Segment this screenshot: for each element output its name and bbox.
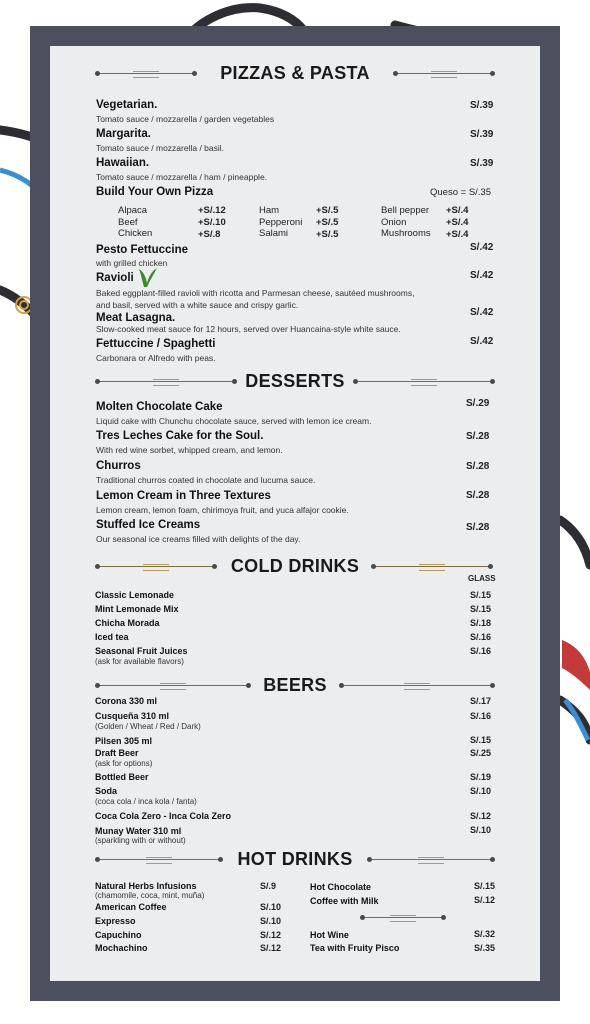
item-price: S/.42 [470,336,494,347]
item-description: with grilled chicken [96,258,168,268]
drink-price: S/.35 [474,943,496,953]
item-description: Tomato sauce / mozzarella / basil. [96,143,225,153]
vegetarian-leaf-icon [138,266,158,288]
item-description: Tomato sauce / mozzarella / ham / pineapple. [96,172,268,182]
drink-price: S/.15 [470,604,492,614]
drink-name: Soda [95,786,118,796]
item-price: S/.29 [466,398,490,409]
item-description: and basil, served with a white sauce and crispy garlic. [96,300,299,310]
drink-name: Bottled Beer [95,772,149,782]
topping-price: +S/.5 [316,217,339,228]
drink-name: Chicha Morada [95,618,160,628]
topping-price: +S/.8 [198,229,221,240]
item-description: With red wine sorbet, whipped cream, and lemon. [96,445,283,455]
drink-name: Hot Wine [310,930,349,940]
topping-name: Ham [259,205,280,216]
drink-price: S/.16 [470,632,492,642]
section-title-cold-drinks: COLD DRINKS [230,556,360,576]
item-description: Traditional churros coated in chocolate and lucuma sauce. [96,475,316,485]
item-price: S/.39 [470,158,494,169]
drink-price: S/.12 [260,930,282,940]
drink-price: S/.10 [470,786,492,796]
topping-price: +S/.12 [198,205,226,216]
drink-name: Mint Lemonade Mix [95,604,179,614]
section-divider [370,859,492,860]
drink-price: S/.15 [474,881,496,891]
drink-price: S/.10 [470,825,492,835]
drink-note: (chamomile, coca, mint, muña) [95,891,205,900]
item-description: Baked eggplant-filled ravioli with ricotta and Parmesan cheese, sautéed mushrooms, [96,288,415,298]
drink-price: S/.12 [470,811,492,821]
topping-name: Pepperoni [259,217,303,228]
drink-name: Classic Lemonade [95,590,175,600]
item-name: Molten Chocolate Cake [96,401,223,413]
item-price: S/.42 [470,270,494,281]
topping-name: Chicken [118,228,153,239]
item-price: S/.42 [470,307,494,318]
drink-name: Capuchino [95,930,142,940]
drink-price: S/.19 [470,772,492,782]
item-description: Slow-cooked meat sauce for 12 hours, served over Huancaina-style white sauce. [96,324,401,334]
drink-name: Expresso [95,916,136,926]
topping-name: Alpaca [118,205,148,216]
glass-column-label: GLASS [468,574,496,583]
section-title-pizzas: PIZZAS & PASTA [220,63,370,83]
drink-price: S/.10 [260,902,282,912]
topping-price: +S/.4 [446,205,469,216]
drink-price: S/.16 [470,711,492,721]
drink-price: S/.12 [260,943,282,953]
drink-name: Natural Herbs Infusions [95,881,197,891]
section-divider [342,685,492,686]
item-name: Margarita. [96,128,151,140]
drink-name: American Coffee [95,902,167,912]
section-title-hot-drinks: HOT DRINKS [237,849,353,869]
item-description: Carbonara or Alfredo with peas. [96,353,216,363]
section-divider [374,566,490,567]
item-name: Fettuccine / Spaghetti [96,338,216,350]
item-name: Pesto Fettuccine [96,244,189,256]
item-description: Lemon cream, lemon foam, chirimoya fruit, and yuca alfajor cookie. [96,505,349,515]
byo-base-price: Queso = S/.35 [430,187,491,198]
drink-price: S/.17 [470,696,492,706]
item-description: Liquid cake with Chunchu chocolate sauce, served with lemon ice cream. [96,416,372,426]
drink-price: S/.12 [474,895,496,905]
topping-name: Onion [381,217,407,228]
drink-name: Tea with Fruity Pisco [310,943,400,953]
drink-price: S/.10 [260,916,282,926]
topping-name: Mushrooms [381,228,431,239]
item-price: S/.28 [466,522,490,533]
drink-note: (sparkling with or without) [95,836,186,845]
section-divider [396,73,492,74]
item-price: S/.28 [466,490,490,501]
item-price: S/.39 [470,100,494,111]
hot-drinks-divider [363,917,443,918]
drink-price: S/.9 [260,881,277,891]
drink-name: Mochachino [95,943,148,953]
drink-name: Munay Water 310 ml [95,826,182,836]
drink-price: S/.32 [474,929,496,939]
item-price: S/.39 [470,129,494,140]
item-price: S/.28 [466,431,490,442]
drink-price: S/.16 [470,646,492,656]
topping-name: Salami [259,228,289,239]
section-title-beers: BEERS [263,675,327,695]
section-divider [356,381,492,382]
menu-page [50,46,540,981]
drink-note: (ask for available flavors) [95,657,184,666]
topping-price: +S/.10 [198,217,226,228]
drink-name: Coffee with Milk [310,896,379,906]
item-name: Vegetarian. [96,99,158,111]
topping-name: Beef [118,217,138,228]
topping-price: +S/.4 [446,217,469,228]
drink-name: Iced tea [95,632,129,642]
drink-note: (coca cola / inca kola / fanta) [95,797,197,806]
item-name: Churros [96,460,141,472]
item-name: Ravioli [96,272,134,284]
section-title-desserts: DESSERTS [245,371,345,391]
drink-note: (Golden / Wheat / Red / Dark) [95,722,201,731]
item-description: Our seasonal ice creams filled with delights of the day. [96,534,301,544]
item-name: Build Your Own Pizza [96,186,214,198]
item-price: S/.28 [466,461,490,472]
drink-name: Cusqueña 310 ml [95,711,170,721]
drink-name: Hot Chocolate [310,882,372,892]
item-name: Tres Leches Cake for the Soul. [96,430,264,442]
drink-note: (ask for options) [95,759,153,768]
drink-price: S/.15 [470,590,492,600]
item-name: Stuffed Ice Creams [96,519,201,531]
topping-name: Bell pepper [381,205,430,216]
topping-price: +S/.4 [446,229,469,240]
item-name: Hawaiian. [96,157,150,169]
drink-name: Corona 330 ml [95,696,158,706]
topping-price: +S/.5 [316,229,339,240]
drink-price: S/.15 [470,735,492,745]
topping-price: +S/.5 [316,205,339,216]
item-name: Meat Lasagna. [96,312,176,324]
drink-name: Pilsen 305 ml [95,736,153,746]
drink-name: Coca Cola Zero - Inca Cola Zero [95,811,232,821]
drink-name: Seasonal Fruit Juices [95,646,188,656]
item-price: S/.42 [470,242,494,253]
drink-price: S/.25 [470,748,492,758]
item-description: Tomato sauce / mozzarella / garden vegetables [96,114,275,124]
drink-price: S/.18 [470,618,492,628]
drink-name: Draft Beer [95,748,139,758]
item-name: Lemon Cream in Three Textures [96,490,271,502]
